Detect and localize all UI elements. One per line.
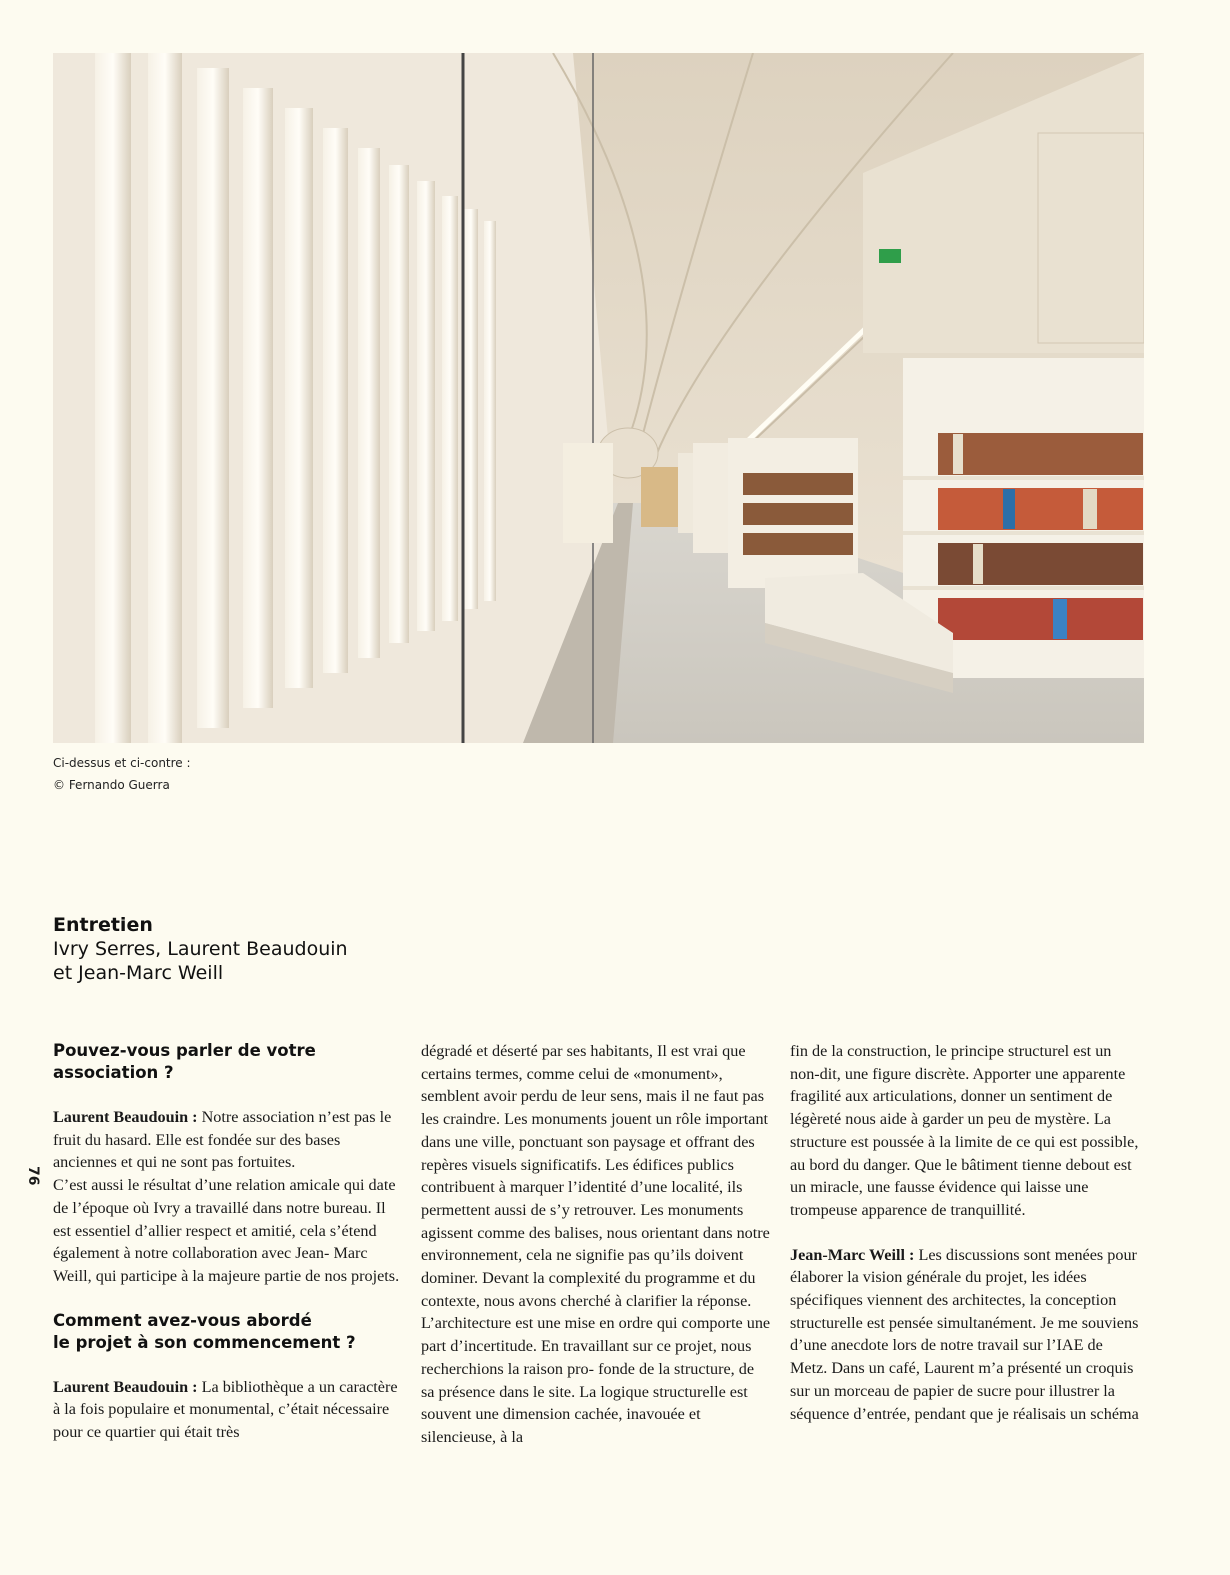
answer-1 <box>53 1106 403 1174</box>
heading-names-line-1: Ivry Serres, Laurent Beaudouin <box>53 938 348 960</box>
answer-2-text: La bibliothèque a un caractère à la fois populaire et monumental, c’était nécessaire pour ce quartier qui était très <box>53 1377 398 1442</box>
question-2 <box>53 1310 403 1354</box>
library-interior-photo <box>53 53 1144 743</box>
caption-credit: © Fernando Guerra <box>53 778 170 792</box>
text-column-2 <box>421 1040 771 1449</box>
column-3-paragraph-2 <box>790 1244 1140 1426</box>
exit-sign <box>879 249 901 263</box>
speaker-name: Laurent Beaudouin : <box>53 1108 198 1126</box>
answer-1-continued: C’est aussi le résultat d’une relation amicale qui date de l’époque où Ivry a travaillé dans notre bureau. Il est essentiel d’allier respect et amitié, cela s’étend également à notre collaboration avec Jean- Marc Weill, qui participe à la majeure partie de nos projets. <box>53 1176 400 1285</box>
photo-illustration <box>53 53 1144 743</box>
question-1-line-1: Pouvez-vous parler de votre <box>53 1041 316 1060</box>
answer-1-text: Notre association n’est pas le fruit du hasard. Elle est fondée sur des bases anciennes et qui ne sont pas fortuites. <box>53 1108 392 1172</box>
heading-kicker: Entretien <box>53 914 153 936</box>
caption-line-1: Ci-dessus et ci-contre : <box>53 756 191 770</box>
heading-names <box>53 937 473 985</box>
heading-names-line-2: et Jean-Marc Weill <box>53 962 224 984</box>
question-2-line-2: le projet à son commencement ? <box>53 1332 356 1352</box>
text-column-1 <box>53 1040 403 1444</box>
question-1 <box>53 1040 403 1084</box>
answer-2 <box>53 1376 403 1444</box>
column-3-answer-text: Les discussions sont menées pour élaborer la vision générale du projet, les idées spécifiques viennent des architectes, la conception structurelle est pensée simultanément. Je me souviens d’une anecdote lors de notre travail sur l’IAE de Metz. Dans un café, Laurent m’a présenté un croquis sur un morceau de papier de sucre pour illustrer la séquence d’entrée, pendant que je réalisais un schéma <box>790 1245 1139 1423</box>
speaker-name: Laurent Beaudouin : <box>53 1377 198 1396</box>
article-heading <box>53 913 473 985</box>
question-2-line-1: Comment avez-vous abordé <box>53 1310 312 1330</box>
column-2-paragraph: dégradé et déserté par ses habitants, Il est vrai que certains termes, comme celui de «monument», semblent avoir perdu de leur sens, mais il ne faut pas les craindre. Les monuments jouent un rôle important dans une ville, ponctuant son paysage et offrant des repères visuels significatifs. Les édifices publics contribuent à marquer l’identité d’une localité, ils permettent aussi de s’y retrouver. Les monuments agissent comme des balises, nous orientant dans notre environnement, cela ne signifie pas qu’ils doivent dominer. Devant la complexité du programme et du contexte, nous avons cherché à clarifier la réponse. L’architecture est une mise en ordre qui comporte une part d’incertitude. En travaillant sur ce projet, nous recherchions la raison pro- fonde de la structure, de sa présence dans le site. La logique structurelle est souvent une dimension cachée, inavouée et silencieuse, à la <box>421 1042 771 1446</box>
photo-caption <box>53 752 353 796</box>
column-3-paragraph-1: fin de la construction, le principe structurel est un non-dit, une figure discrète. Apporter une apparente fragilité aux articulations, donner un sentiment de légèreté nous aide à garder un peu de mystère. La structure est poussée à la limite de ce qui est possible, au bord du danger. Que le bâtiment tienne debout est un miracle, une fausse évidence qui laisse une trompeuse apparence de tranquillité. <box>790 1042 1139 1219</box>
question-1-line-2: association ? <box>53 1063 174 1082</box>
speaker-name: Jean-Marc Weill : <box>790 1245 915 1264</box>
text-column-3 <box>790 1040 1140 1425</box>
page-number: 76 <box>25 1166 41 1186</box>
